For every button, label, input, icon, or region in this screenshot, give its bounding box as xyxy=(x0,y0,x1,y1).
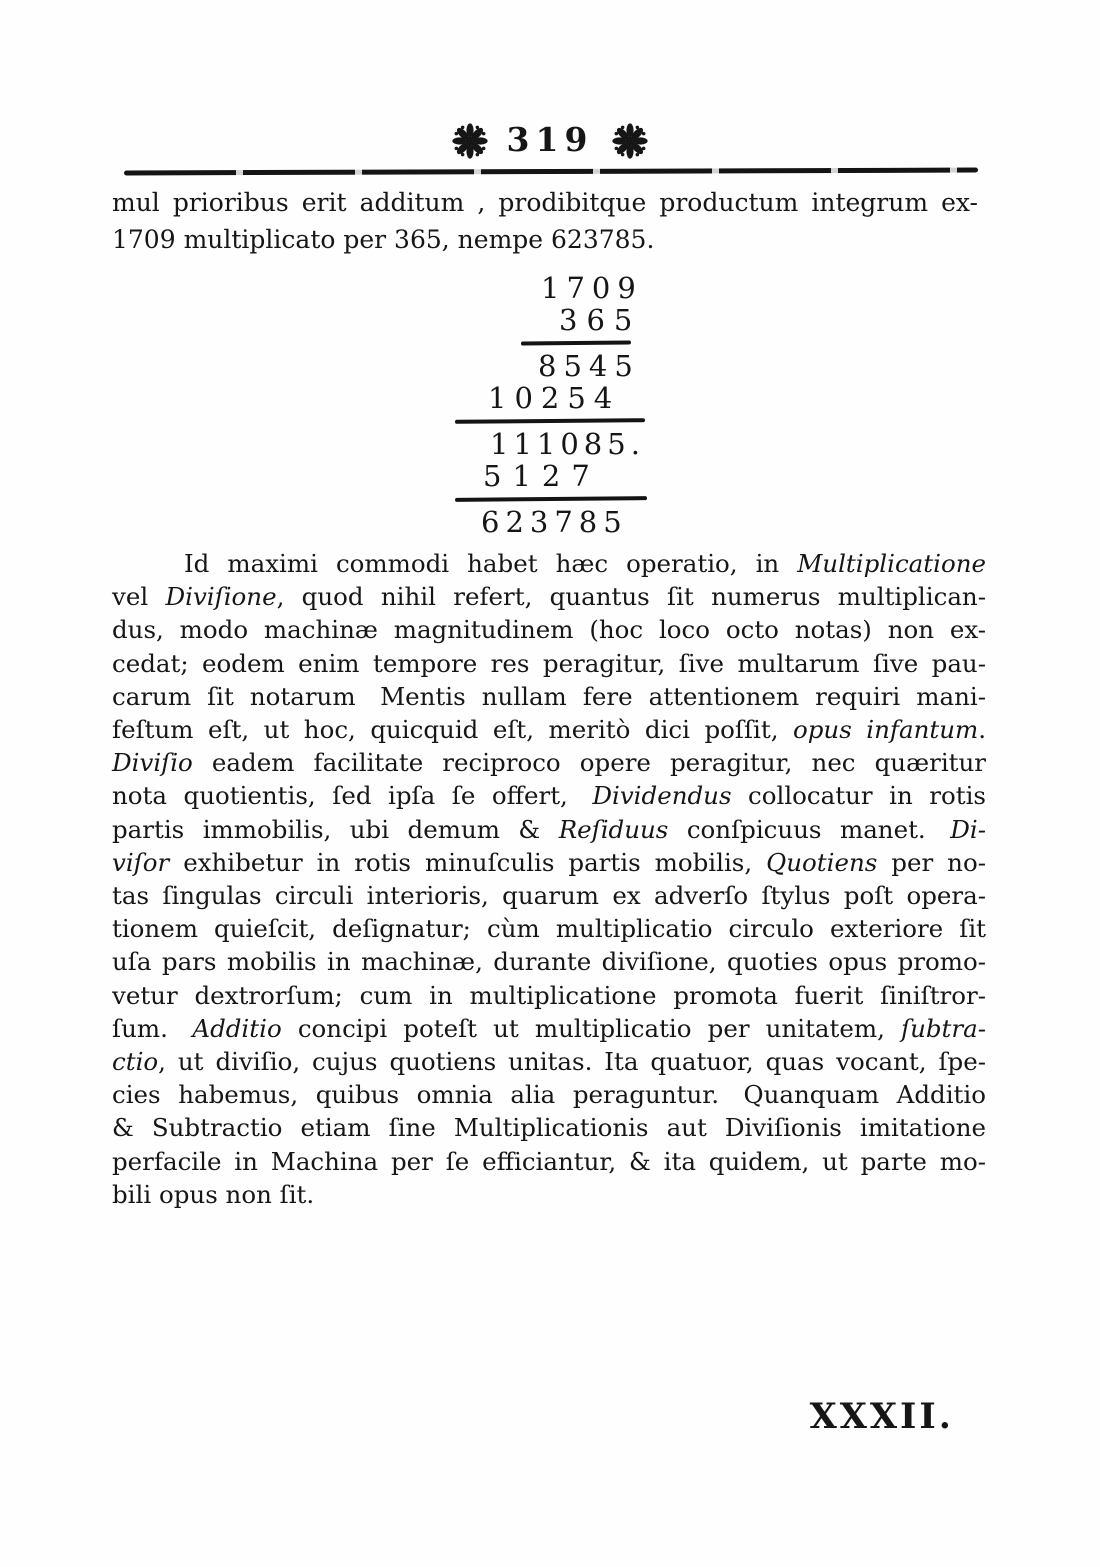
partial-product: 8545 xyxy=(538,349,640,383)
rule-line xyxy=(455,418,645,424)
product: 623785 xyxy=(481,505,628,539)
partial-product: 10254 xyxy=(488,381,621,415)
text-line: 1709 multiplicato per 365, nempe 623785. xyxy=(112,225,655,254)
text-line: viſor exhibetur in rotis minuſculis partis mobilis, Quotiens per no- xyxy=(112,847,986,877)
body-paragraph xyxy=(112,547,986,1211)
multiplication-worked-example xyxy=(455,272,665,538)
multiplier: 365 xyxy=(559,303,642,337)
text-line: cedat; eodem enim tempore res peragitur, ſive multarum ſive pau- xyxy=(112,648,986,678)
text-line: bili opus non ſit. xyxy=(112,1179,315,1209)
partial-product: 111085. xyxy=(490,427,645,461)
page-header xyxy=(0,120,1100,162)
rule-line xyxy=(521,340,631,345)
floral-ornament-icon xyxy=(449,120,491,162)
text-line: vel Diviſione, quod nihil refert, quantus ſit numerus multiplican- xyxy=(112,582,986,612)
page-number: 319 xyxy=(506,119,594,159)
partial-product: 5127 xyxy=(483,459,601,493)
rule-line xyxy=(455,496,647,502)
text-line: carum ſit notarum Mentis nullam fere attentionem requiri mani- xyxy=(112,681,986,711)
floral-ornament-icon xyxy=(609,120,651,162)
text-line: feſtum eſt, ut hoc, quicquid eſt, meritò dici poſſit, opus infantum. xyxy=(112,715,987,745)
header-rule xyxy=(124,168,978,176)
text-line: tas ſingulas circuli interioris, quarum ex adverſo ſtylus poſt opera- xyxy=(112,881,986,911)
text-line: nota quotientis, ſed ipſa ſe offert, Dividendus collocatur in rotis xyxy=(112,781,986,811)
text-line: & Subtractio etiam ſine Multiplicationis aut Diviſionis imitatione xyxy=(112,1113,986,1143)
text-line: uſa pars mobilis in machinæ, durante diviſione, quoties opus promo- xyxy=(112,947,986,977)
text-line: ſum. Additio concipi poteſt ut multiplicatio per unitatem, ſubtra- xyxy=(112,1013,986,1043)
text-line: Id maximi commodi habet hæc operatio, in Multiplicatione xyxy=(184,549,986,578)
text-line: Diviſio eadem facilitate reciproco opere peragitur, nec quæritur xyxy=(112,748,986,778)
text-line: ctio, ut diviſio, cujus quotiens unitas. Ita quatuor, quas vocant, ſpe- xyxy=(112,1047,986,1077)
quire-signature: XXXII. xyxy=(809,1396,954,1437)
text-line: dus, modo machinæ magnitudinem (hoc loco octo notas) non ex- xyxy=(112,615,986,645)
intro-paragraph xyxy=(112,184,978,258)
text-line: perfacile in Machina per ſe efficiantur, & ita quidem, ut parte mo- xyxy=(112,1146,986,1176)
text-line: cies habemus, quibus omnia alia peraguntur. Quanquam Additio xyxy=(112,1080,986,1110)
multiplicand: 1709 xyxy=(541,271,643,305)
text-line: mul prioribus erit additum , prodibitque productum integrum ex- xyxy=(112,188,978,217)
text-line: tionem quieſcit, deſignatur; cùm multiplicatio circulo exteriore ſit xyxy=(112,914,986,944)
text-line: partis immobilis, ubi demum & Reſiduus conſpicuus manet. Di- xyxy=(112,814,986,844)
text-line: vetur dextrorſum; cum in multiplicatione promota fuerit ſiniſtror- xyxy=(112,980,986,1010)
